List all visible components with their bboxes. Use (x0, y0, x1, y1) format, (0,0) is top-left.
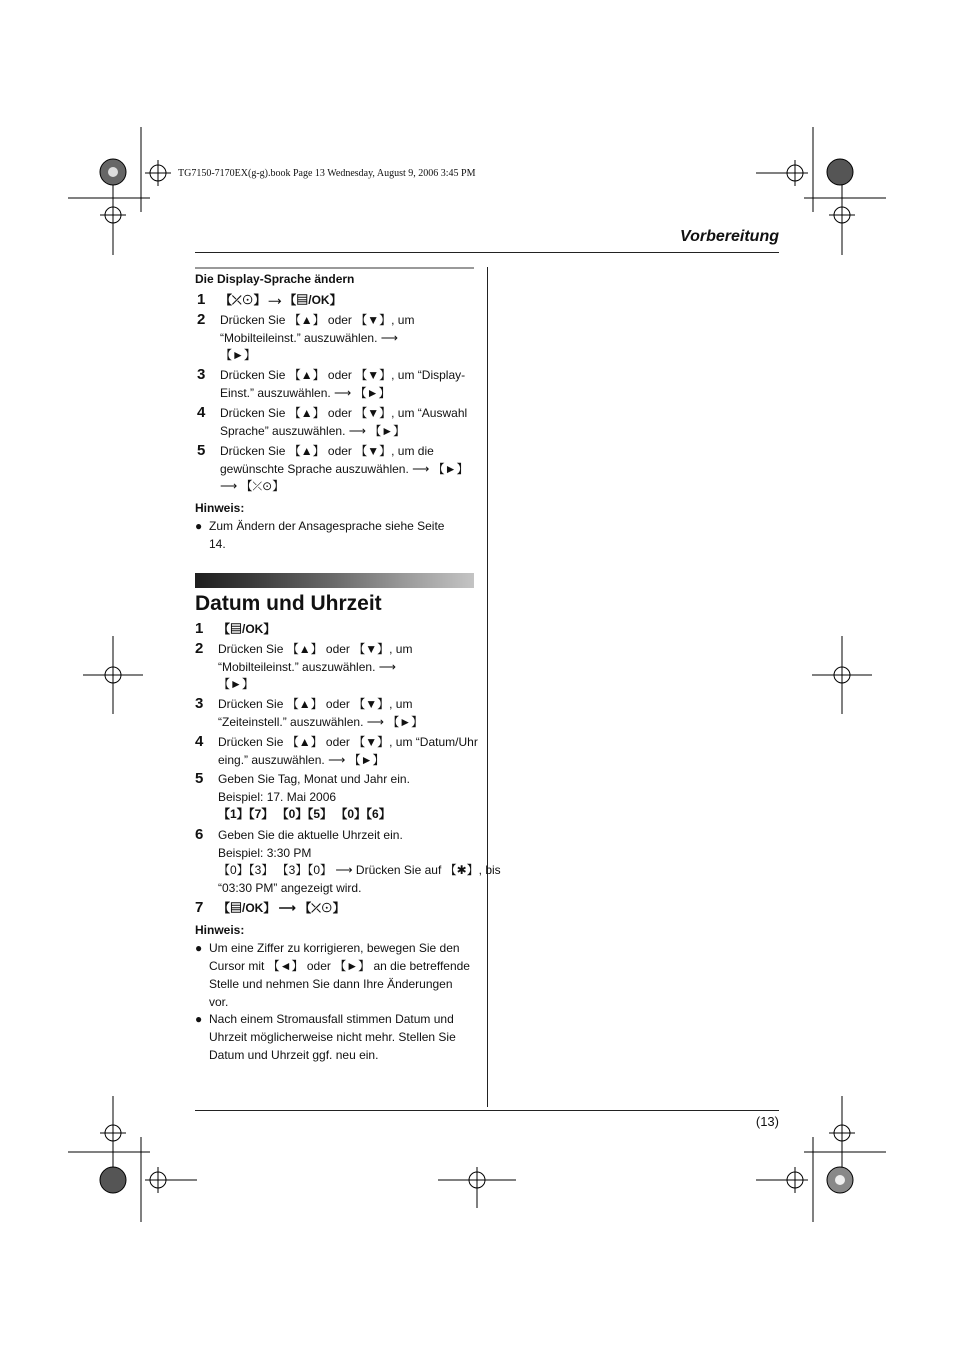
step-line: 【0】【3】 【3】【0】 ⟶ Drücken Sie auf 【✱】, bis (218, 863, 501, 877)
file-info: TG7150-7170EX(g-g).book Page 13 Wednesday, August 9, 2006 3:45 PM (178, 168, 476, 179)
note-label: Hinweis: (195, 501, 245, 515)
step-number: 6 (195, 826, 204, 843)
note-bullet-dot: ● (195, 1012, 203, 1026)
step-line: Einst.” auszuwählen. ⟶ 【►】 (220, 385, 391, 400)
step-text (218, 696, 423, 731)
section-header: Vorbereitung (680, 228, 779, 245)
header-rule (195, 252, 779, 253)
step-line: 【▤/OK】 (218, 622, 276, 636)
note-line: Cursor mit 【◄】 oder 【►】 an die betreffende (209, 959, 470, 973)
step-text (220, 292, 342, 310)
step-line: eing.” auszuwählen. ⟶ 【►】 (218, 752, 385, 767)
step-text (218, 734, 478, 769)
step-line: 【►】 (220, 348, 256, 362)
step-line: Beispiel: 17. Mai 2006 (218, 789, 337, 804)
step-line: “Zeiteinstell.” auszuwählen. ⟶ 【►】 (218, 714, 424, 729)
step-line: Geben Sie die aktuelle Uhrzeit ein. (218, 828, 403, 842)
note-line: Nach einem Stromausfall stimmen Datum und (209, 1012, 454, 1026)
step-number: 3 (195, 695, 204, 712)
step-line: Sprache” auszuwählen. ⟶ 【►】 (220, 423, 406, 438)
step-number: 2 (197, 311, 206, 328)
note-line: vor. (209, 995, 229, 1009)
step-line: “Mobilteileinst.” auszuwählen. ⟶ (218, 659, 396, 674)
step-text (218, 827, 501, 897)
step-line: “Mobilteileinst.” auszuwählen. ⟶ (220, 330, 398, 345)
step-number: 2 (195, 640, 204, 657)
step-line: 【1】【7】 【0】【5】 【0】【6】 (218, 807, 391, 821)
step-number: 1 (195, 620, 204, 637)
note-line: Um eine Ziffer zu korrigieren, bewegen Sie den (209, 941, 460, 955)
column-divider (487, 267, 488, 1107)
step-number: 5 (195, 770, 204, 787)
sub-heading-rule (195, 267, 474, 269)
note-line: Datum und Uhrzeit ggf. neu ein. (209, 1048, 379, 1062)
step-line: Beispiel: 3:30 PM (218, 845, 312, 860)
step-number: 4 (197, 404, 206, 421)
note-line: Zum Ändern der Ansagesprache siehe Seite (209, 519, 445, 533)
step-number: 7 (195, 899, 204, 916)
note-line: Stelle und nehmen Sie dann Ihre Änderungen (209, 977, 453, 991)
step-text (220, 443, 469, 496)
step-line: Geben Sie Tag, Monat und Jahr ein. (218, 772, 410, 786)
step-number: 3 (197, 366, 206, 383)
step-line: Drücken Sie 【▲】 oder 【▼】, um (218, 642, 413, 656)
note-line: 14. (209, 537, 226, 551)
step-number: 4 (195, 733, 204, 750)
section-gradient-bar (195, 573, 474, 588)
step-line: ⟶ 【⤫⊙】 (220, 479, 285, 493)
note-item (209, 1010, 456, 1064)
step-text (218, 621, 275, 639)
step-line: 【⤫⊙】 ⟶ 【▤/OK】 (220, 293, 342, 307)
step-text (218, 641, 412, 694)
language-heading: Die Display-Sprache ändern (195, 272, 355, 286)
page-number: (13) (755, 1114, 779, 1129)
step-line: Drücken Sie 【▲】 oder 【▼】, um “Auswahl (220, 406, 468, 420)
note-item (209, 517, 444, 553)
note-item (209, 939, 470, 1011)
section-title: Datum und Uhrzeit (195, 592, 382, 615)
step-line: Drücken Sie 【▲】 oder 【▼】, um “Datum/Uhr (218, 735, 478, 749)
step-text (220, 367, 465, 402)
step-text (218, 900, 345, 918)
step-text (218, 771, 410, 824)
note-bullet-dot: ● (195, 941, 203, 955)
step-text (220, 405, 467, 440)
step-line: Drücken Sie 【▲】 oder 【▼】, um (218, 697, 413, 711)
footer-rule (195, 1110, 779, 1111)
step-line: Drücken Sie 【▲】 oder 【▼】, um (220, 313, 415, 327)
step-line: Drücken Sie 【▲】 oder 【▼】, um “Display- (220, 368, 466, 382)
step-number: 5 (197, 442, 206, 459)
step-line: “03:30 PM” angezeigt wird. (218, 880, 362, 895)
step-line: 【▤/OK】 ⟶ 【⤫⊙】 (218, 901, 345, 915)
step-text (220, 312, 414, 365)
step-number: 1 (197, 291, 206, 308)
note-bullet-dot: ● (195, 519, 203, 533)
step-line: 【►】 (218, 677, 254, 691)
step-line: Drücken Sie 【▲】 oder 【▼】, um die (220, 444, 434, 458)
step-line: gewünschte Sprache auszuwählen. ⟶ 【►】 (220, 461, 469, 476)
note-line: Uhrzeit möglicherweise nicht mehr. Stellen Sie (209, 1030, 456, 1044)
note-label: Hinweis: (195, 923, 245, 937)
